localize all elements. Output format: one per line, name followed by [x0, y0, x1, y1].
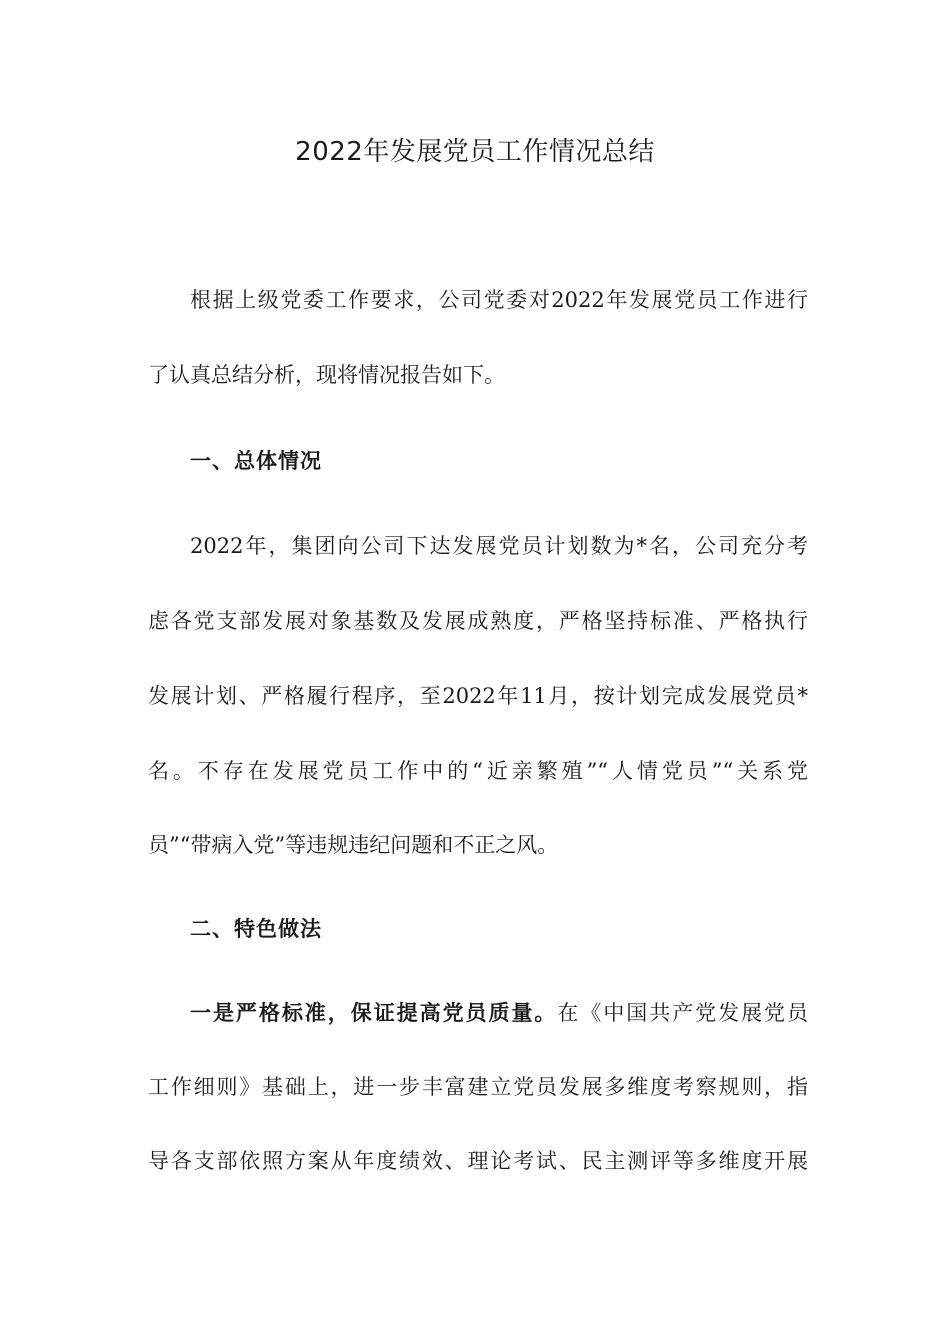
- section2-paragraph-line-3: 导各支部依照方案从年度绩效、理论考试、民主测评等多维度开展: [148, 1149, 808, 1173]
- section1-paragraph-line-2: 虑各党支部发展对象基数及发展成熟度，严格坚持标准、严格执行: [148, 609, 808, 633]
- section2-paragraph-line-1: [190, 996, 808, 1030]
- section2-paragraph-line-2: 工作细则》基础上，进一步丰富建立党员发展多维度考察规则，指: [148, 1075, 808, 1099]
- section1-paragraph-line-5: 员”“带病入党”等违规违纪问题和不正之风。: [148, 833, 559, 857]
- section2-bold-lead: 一是严格标准，保证提高党员质量。: [190, 1000, 558, 1025]
- intro-paragraph-line-1: 根据上级党委工作要求，公司党委对2022年发展党员工作进行: [190, 288, 808, 312]
- document-title: 2022年发展党员工作情况总结: [295, 137, 655, 167]
- section-heading-practices: 二、特色做法: [190, 916, 322, 941]
- intro-paragraph-line-2: 了认真总结分析，现将情况报告如下。: [148, 363, 505, 387]
- section1-paragraph-line-1: 2022年，集团向公司下达发展党员计划数为*名，公司充分考: [190, 534, 808, 558]
- section1-paragraph-line-4: 名。不存在发展党员工作中的“近亲繁殖”“人情党员”“关系党: [148, 759, 808, 783]
- section2-line-1-rest: 在《中国共产党发展党员: [557, 1001, 809, 1025]
- section-heading-overall: 一、总体情况: [190, 448, 322, 473]
- section1-paragraph-line-3: 发展计划、严格履行程序，至2022年11月，按计划完成发展党员*: [148, 684, 808, 708]
